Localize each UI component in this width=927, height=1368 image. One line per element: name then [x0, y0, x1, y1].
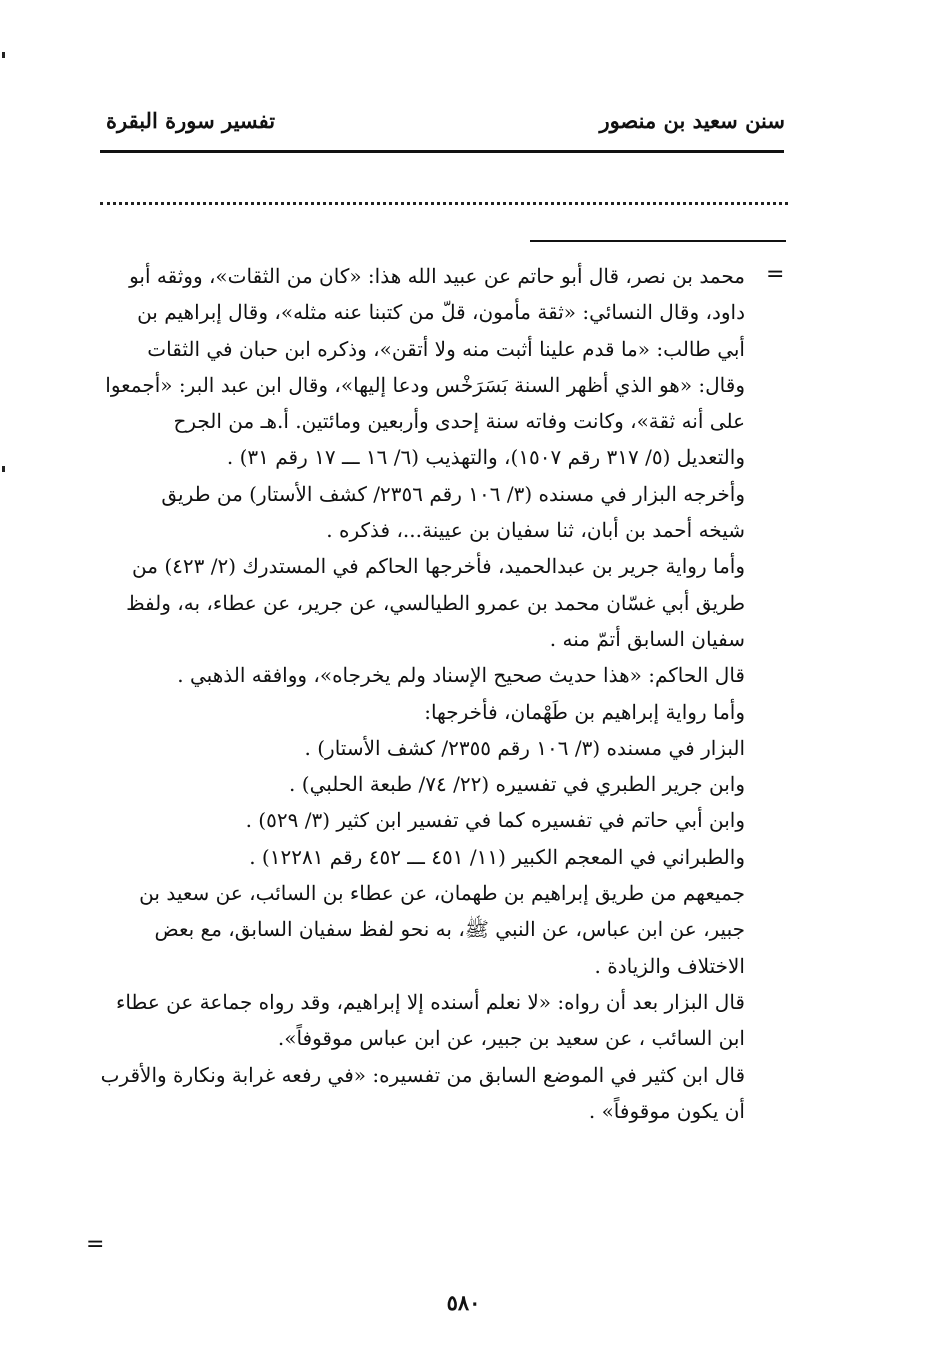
text-line: وابن أبي حاتم في تفسيره كما في تفسير ابن كثير (٣/ ٥٢٩) . — [245, 808, 745, 833]
text-line: وأما رواية جرير بن عبدالحميد، فأخرجها الحاكم في المستدرك (٢/ ٤٢٣) من — [132, 554, 745, 579]
text-line: جبير، عن ابن عباس، عن النبي ﷺ، به نحو لفظ سفيان السابق، مع بعض — [154, 917, 745, 942]
text-line: قال ابن كثير في الموضع السابق من تفسيره: «في رفعه غرابة ونكارة والأقرب — [100, 1062, 745, 1087]
text-line: الاختلاف والزيادة . — [594, 953, 745, 978]
dotted-separator — [100, 202, 788, 205]
text-line: شيخه أحمد بن أبان، ثنا سفيان بن عيينة...، فذكره . — [326, 518, 745, 543]
text-line: وابن جرير الطبري في تفسيره (٢٢/ ٧٤/ طبعة الحلبي) . — [289, 772, 745, 797]
text-line: والطبراني في المعجم الكبير (١١/ ٤٥١ ـــ ٤٥٢ رقم ١٢٢٨١) . — [249, 844, 745, 869]
text-line: وأما رواية إبراهيم بن طَهْمان، فأخرجها: — [424, 699, 745, 724]
text-line: قال الحاكم: «هذا حديث صحيح الإسناد ولم يخرجاه»، ووافقه الذهبي . — [177, 663, 745, 688]
text-line: البزار في مسنده (٣/ ١٠٦ رقم ٢٣٥٥/ كشف الأستار) . — [304, 735, 745, 760]
text-line: طريق أبي غسّان محمد بن عمرو الطيالسي، عن جرير، عن عطاء، به، ولفظ — [126, 590, 745, 615]
section-title: تفسير سورة البقرة — [106, 108, 276, 133]
text-line: وأخرجه البزار في مسنده (٣/ ١٠٦ رقم ٢٣٥٦/ كشف الأستار) من طريق — [161, 481, 745, 506]
continuation-mark-bottom: = — [86, 1232, 105, 1257]
text-line: على أنه ثقة»، وكانت وفاته سنة إحدى وأربعين ومائتين. أ.هـ من الجرح — [173, 409, 745, 434]
text-line: محمد بن نصر، قال أبو حاتم عن عبيد الله هذا: «كان من الثقات»، ووثقه أبو — [129, 264, 745, 288]
footnote-text — [100, 258, 745, 1129]
text-line: داود، وقال النسائي: «ثقة مأمون، قلّ من كتبنا عنه مثله»، وقال إبراهيم بن — [137, 300, 745, 325]
text-line: أبي طالب: «ما قدم علينا أثبت منه ولا أتقن»، وذكره ابن حبان في الثقات — [147, 336, 745, 361]
text-line: ابن السائب ، عن سعيد بن جبير، عن ابن عباس موقوفاً». — [277, 1026, 745, 1051]
book-title: سنن سعيد بن منصور — [599, 108, 785, 133]
text-line: والتعديل (٥/ ٣١٧ رقم ١٥٠٧)، والتهذيب (٦/ ١٦ ـــ ١٧ رقم ٣١) . — [226, 445, 745, 470]
text-line: أن يكون موقوفاً» . — [588, 1098, 745, 1123]
page-number: ٥٨٠ — [446, 1290, 481, 1315]
running-header — [100, 108, 785, 148]
footnote-rule — [530, 240, 786, 242]
scan-edge-mark — [2, 466, 5, 472]
text-line: سفيان السابق أتمّ منه . — [549, 626, 745, 651]
scan-edge-mark — [2, 52, 5, 58]
text-line: جميعهم من طريق إبراهيم بن طهمان، عن عطاء بن السائب، عن سعيد بن — [139, 881, 745, 906]
header-rule — [100, 150, 784, 153]
text-line: وقال: «هو الذي أظهر السنة بَسَرَخْس ودعا إليها»، وقال ابن عبد البر: «أجمعوا — [105, 372, 745, 397]
continuation-mark-top: = — [766, 262, 785, 287]
text-line: قال البزار بعد أن رواه: «لا نعلم أسنده إلا إبراهيم، وقد رواه جماعة عن عطاء — [115, 989, 745, 1014]
